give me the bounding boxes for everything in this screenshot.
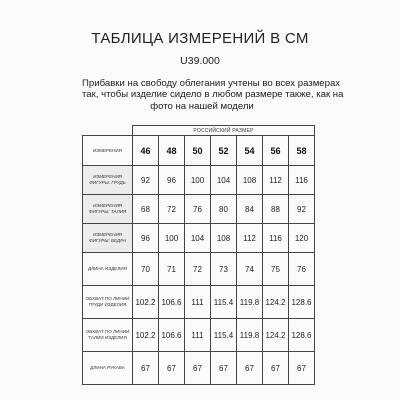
table-cell: 70 bbox=[133, 253, 159, 286]
row-label: ОБХВАТ ПО ЛИНИИ ТАЛИИ ИЗДЕЛИЯ bbox=[83, 319, 133, 352]
table-cell: 124.2 bbox=[263, 286, 289, 319]
size-header: 52 bbox=[211, 136, 237, 166]
table-cell: 115.4 bbox=[211, 319, 237, 352]
table-cell: 116 bbox=[289, 166, 315, 195]
table-cell: 74 bbox=[237, 253, 263, 286]
table-row bbox=[83, 224, 315, 253]
table-cell: 102.2 bbox=[133, 286, 159, 319]
table-cell: 67 bbox=[263, 352, 289, 385]
row-label: ИЗМЕРЕНИЯ ФИГУРЫ: ГРУДЬ bbox=[83, 166, 133, 195]
table-cell: 100 bbox=[159, 224, 185, 253]
page-title: ТАБЛИЦА ИЗМЕРЕНИЙ В СМ bbox=[91, 30, 309, 47]
table-corner bbox=[83, 126, 133, 136]
table-cell: 108 bbox=[237, 166, 263, 195]
size-header: 50 bbox=[185, 136, 211, 166]
table-cell: 102.2 bbox=[133, 319, 159, 352]
table-cell: 88 bbox=[263, 195, 289, 224]
fit-note-line: так, чтобы изделие сидело в любом размере также, как на bbox=[82, 89, 344, 101]
size-header: 58 bbox=[289, 136, 315, 166]
table-row bbox=[83, 253, 315, 286]
table-cell: 71 bbox=[159, 253, 185, 286]
row-header-label: ИЗМЕРЕНИЯ bbox=[83, 136, 133, 166]
table-cell: 72 bbox=[185, 253, 211, 286]
table-cell: 106.6 bbox=[159, 286, 185, 319]
table-cell: 67 bbox=[237, 352, 263, 385]
table-row bbox=[83, 352, 315, 385]
table-cell: 128.6 bbox=[289, 319, 315, 352]
table-cell: 120 bbox=[289, 224, 315, 253]
size-header: 56 bbox=[263, 136, 289, 166]
table-cell: 80 bbox=[211, 195, 237, 224]
table-cell: 111 bbox=[185, 319, 211, 352]
product-code: U39.000 bbox=[180, 55, 220, 67]
table-cell: 116 bbox=[263, 224, 289, 253]
table-cell: 104 bbox=[211, 166, 237, 195]
size-table bbox=[82, 125, 315, 385]
table-cell: 72 bbox=[159, 195, 185, 224]
table-cell: 67 bbox=[289, 352, 315, 385]
table-cell: 108 bbox=[211, 224, 237, 253]
table-cell: 104 bbox=[185, 224, 211, 253]
table-cell: 84 bbox=[237, 195, 263, 224]
table-cell: 119.8 bbox=[237, 319, 263, 352]
table-row bbox=[83, 286, 315, 319]
table-header-row bbox=[83, 136, 315, 166]
table-cell: 68 bbox=[133, 195, 159, 224]
table-row bbox=[83, 195, 315, 224]
table-cell: 75 bbox=[263, 253, 289, 286]
table-cell: 111 bbox=[185, 286, 211, 319]
table-cell: 100 bbox=[185, 166, 211, 195]
fit-note bbox=[82, 78, 344, 112]
table-row bbox=[83, 319, 315, 352]
table-cell: 67 bbox=[133, 352, 159, 385]
table-cell: 112 bbox=[263, 166, 289, 195]
table-cell: 112 bbox=[237, 224, 263, 253]
row-label: ИЗМЕРЕНИЯ ФИГУРЫ: БЕДРА bbox=[83, 224, 133, 253]
table-group-row bbox=[83, 126, 315, 136]
size-header: 46 bbox=[133, 136, 159, 166]
row-label: ИЗМЕРЕНИЯ ФИГУРЫ: ТАЛИЯ bbox=[83, 195, 133, 224]
table-cell: 119.8 bbox=[237, 286, 263, 319]
table-cell: 92 bbox=[133, 166, 159, 195]
size-header: 48 bbox=[159, 136, 185, 166]
fit-note-line: Прибавки на свободу облегания учтены во всех размерах bbox=[82, 78, 341, 89]
table-cell: 67 bbox=[211, 352, 237, 385]
size-group-label: РОССИЙСКИЙ РАЗМЕР bbox=[133, 126, 315, 136]
table-cell: 73 bbox=[211, 253, 237, 286]
table-cell: 128.6 bbox=[289, 286, 315, 319]
row-label: ОБХВАТ ПО ЛИНИИ ГРУДИ ИЗДЕЛИЯ bbox=[83, 286, 133, 319]
table-cell: 76 bbox=[289, 253, 315, 286]
table-cell: 124.2 bbox=[263, 319, 289, 352]
table-cell: 67 bbox=[185, 352, 211, 385]
table-cell: 96 bbox=[159, 166, 185, 195]
table-cell: 92 bbox=[289, 195, 315, 224]
table-cell: 76 bbox=[185, 195, 211, 224]
table-cell: 67 bbox=[159, 352, 185, 385]
table-row bbox=[83, 166, 315, 195]
size-header: 54 bbox=[237, 136, 263, 166]
table-cell: 96 bbox=[133, 224, 159, 253]
fit-note-line: фото на нашей модели bbox=[150, 100, 254, 112]
row-label: ДЛИНА РУКАВА bbox=[83, 352, 133, 385]
table-cell: 106.6 bbox=[159, 319, 185, 352]
row-label: ДЛИНА ИЗДЕЛИЯ bbox=[83, 253, 133, 286]
table-cell: 115.4 bbox=[211, 286, 237, 319]
